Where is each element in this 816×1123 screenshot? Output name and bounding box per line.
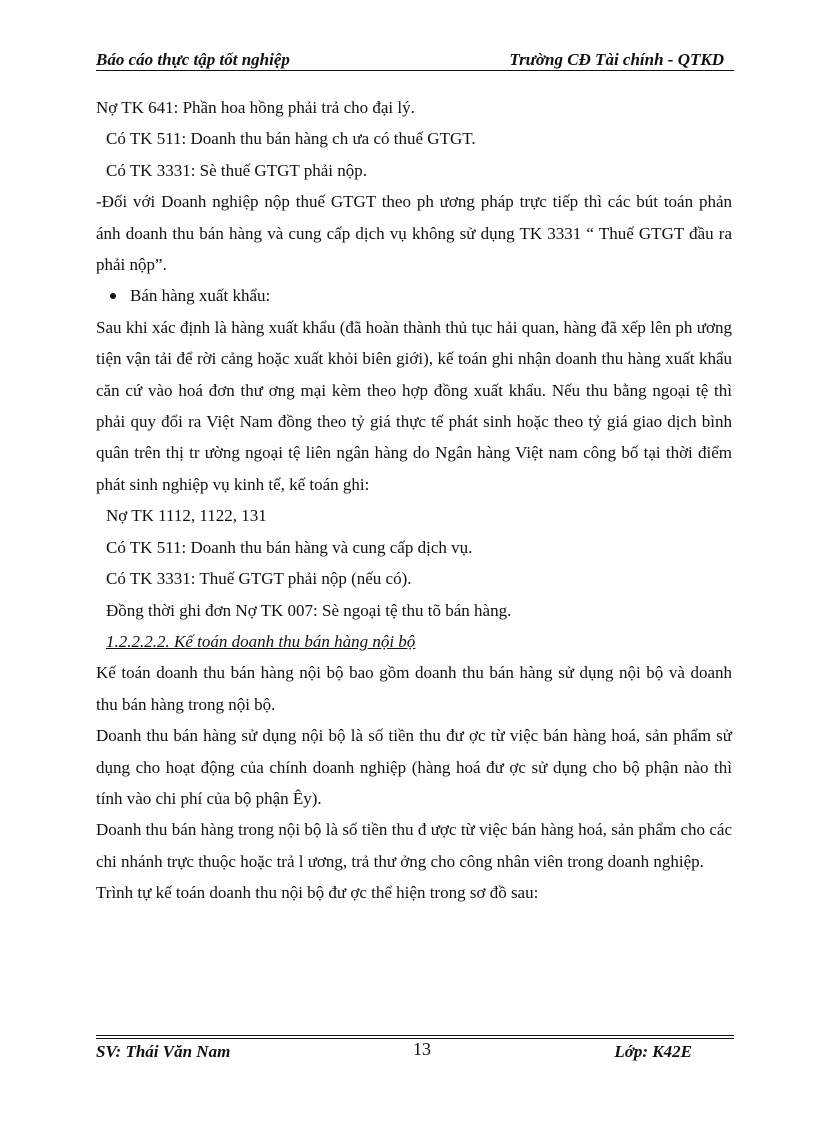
entry-debit-641: Nợ TK 641: Phần hoa hồng phải trả cho đại lý.: [96, 98, 415, 117]
entry-credit-3331-vat: Có TK 3331: Thuế GTGT phải nộp (nếu có).: [106, 569, 412, 589]
entry-credit-511: Có TK 511: Doanh thu bán hàng ch ưa có thuế GTGT.: [106, 129, 476, 149]
entry-debit-1112: Nợ TK 1112, 1122, 131: [106, 506, 267, 526]
paragraph-direct-method: -Đối với Doanh nghiệp nộp thuế GTGT theo ph ương pháp trực tiếp thì các bút toán phản ánh doanh thu bán hàng và cung cấp dịch vụ không sử dụng TK 3331 “ Thuế GTGT đầu ra phải nộp”.: [96, 192, 732, 275]
page-header: [96, 48, 734, 72]
entry-debit-007: Đồng thời ghi đơn Nợ TK 007: Sè ngoại tệ thu tõ bán hàng.: [106, 600, 512, 620]
footer-rule-top: [96, 1035, 734, 1036]
entry-credit-511-service: Có TK 511: Doanh thu bán hàng và cung cấp dịch vụ.: [106, 537, 473, 557]
entry-credit-3331: Có TK 3331: Sè thuế GTGT phải nộp.: [106, 160, 367, 180]
header-school-name: Trường CĐ Tài chính - QTKD: [509, 50, 724, 69]
page-body: [96, 92, 732, 909]
footer-class: Lớp: K42E: [614, 1042, 692, 1061]
section-heading-internal-sales: 1.2.2.2.2. Kế toán doanh thu bán hàng nội bộ: [106, 631, 416, 651]
header-report-title: Báo cáo thực tập tốt nghiệp: [96, 50, 290, 69]
bullet-export-sales-text: Bán hàng xuất khẩu:: [130, 286, 271, 306]
paragraph-internal-use: Doanh thu bán hàng sử dụng nội bộ là số tiền thu đư ợc từ việc bán hàng hoá, sản phẩm sử dụng cho hoạt động của chính doanh nghiệp (hàng hoá đư ợc sử dụng cho bộ phận nào thì tính vào chi phí của bộ phận Êy).: [96, 726, 732, 808]
paragraph-export-revenue: Sau khi xác định là hàng xuất khẩu (đã hoàn thành thủ tục hải quan, hàng đã xếp lên ph ương tiện vận tải để rời cảng hoặc xuất khỏi biên giới), kế toán ghi nhận doanh thu hàng xuất khẩu căn cứ vào hoá đơn thư ơng mại kèm theo hợp đồng xuất khẩu. Nếu thu bằng ngoại tệ thì phải quy đổi ra Việt Nam đồng theo tỷ giá thực tế phát sinh hoặc theo tỷ giá giao dịch bình quân trên thị tr ường ngoại tệ liên ngân hàng do Ngân hàng Việt nam công bố tại thời điểm phát sinh nghiệp vụ kinh tế, kế toán ghi:: [96, 317, 732, 494]
paragraph-internal-branches: Doanh thu bán hàng trong nội bộ là số tiền thu đ ược từ việc bán hàng hoá, sản phẩm cho các chi nhánh trực thuộc hoặc trả l ương, trả thư ởng cho công nhân viên trong doanh nghiệp.: [96, 820, 732, 871]
footer-student-name: SV: Thái Văn Nam: [96, 1042, 231, 1061]
paragraph-internal-sales-intro: Kế toán doanh thu bán hàng nội bộ bao gồm doanh thu bán hàng sử dụng nội bộ và doanh thu bán hàng trong nội bộ.: [96, 663, 732, 714]
bullet-icon: [110, 293, 116, 299]
header-rule: [96, 70, 734, 71]
bullet-export-sales: [96, 280, 732, 311]
page-number: 13: [413, 1039, 431, 1059]
paragraph-diagram-intro: Trình tự kế toán doanh thu nội bộ đư ợc thể hiện trong sơ đồ sau:: [96, 883, 539, 903]
page-footer: [96, 1041, 734, 1065]
